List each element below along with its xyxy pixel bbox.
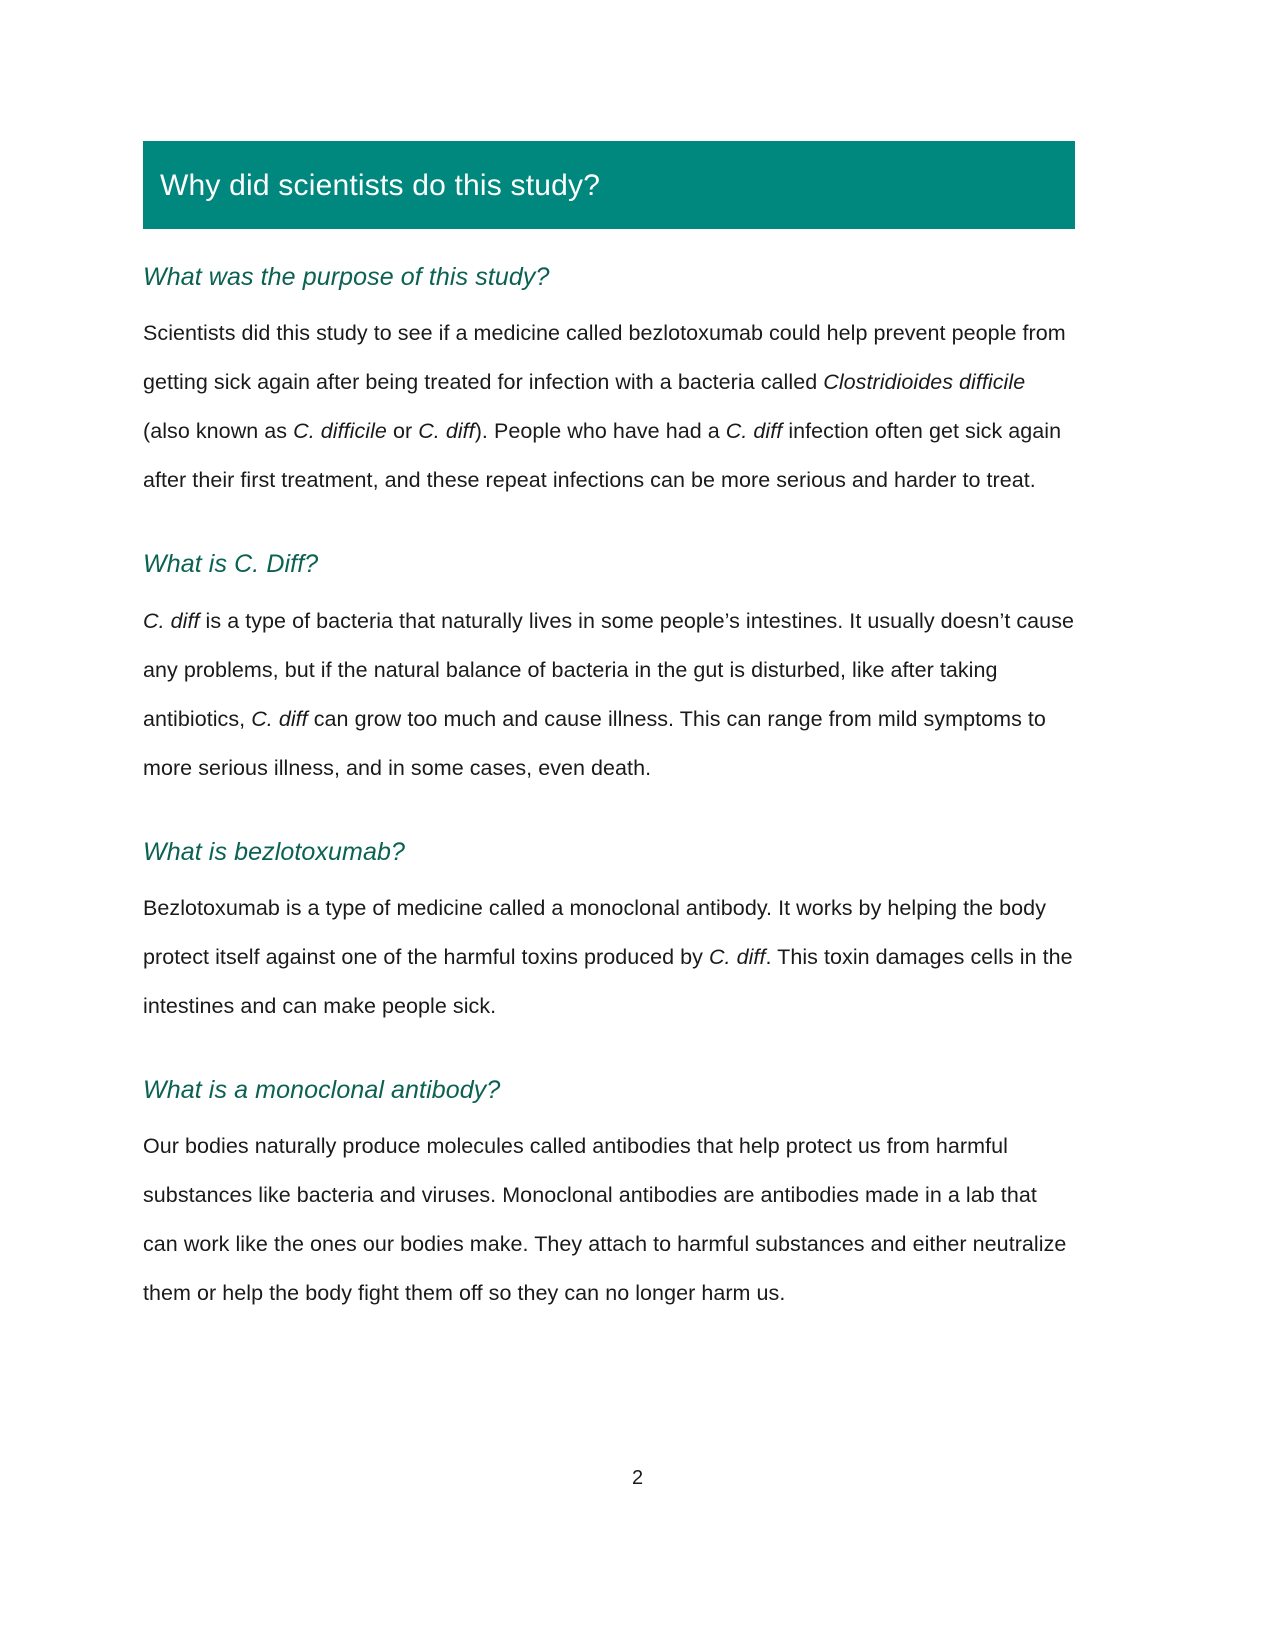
- section-paragraph-monoclonal-antibody: [143, 1122, 1075, 1318]
- section-bezlotoxumab: [143, 837, 1075, 1031]
- section-cdiff: [143, 549, 1075, 792]
- text-run: can grow too much and cause illness. This can range from mild symptoms to more serious illness, and in some cases, even death.: [143, 706, 1046, 780]
- text-run: Bezlotoxumab is a type of medicine called a monoclonal antibody. It works by helping the body protect itself against one of the harmful toxins produced by: [143, 895, 1046, 969]
- text-run: Our bodies naturally produce molecules called antibodies that help protect us from harmful substances like bacteria and viruses. Monoclonal antibodies are antibodies made in a lab that can work like the ones our bodies make. They attach to harmful substances and either neutralize them or help the body fight them off so they can no longer harm us.: [143, 1134, 1067, 1305]
- section-paragraph-bezlotoxumab: [143, 884, 1075, 1031]
- text-run: or: [386, 419, 419, 444]
- text-run: ). People who have had a: [474, 419, 726, 444]
- italic-term: C. diff: [418, 419, 475, 444]
- banner-title: Why did scientists do this study?: [160, 168, 601, 202]
- page-number: 2: [631, 1467, 644, 1489]
- text-run: (also known as: [143, 419, 294, 444]
- section-monoclonal-antibody: [143, 1075, 1075, 1318]
- page-content: [143, 141, 1075, 1318]
- section-banner: [143, 141, 1075, 229]
- text-run: . This toxin damages cells in the intestines and can make people sick.: [143, 944, 1073, 1018]
- italic-term: C. diff: [143, 608, 200, 633]
- italic-term: C. diff: [251, 706, 308, 731]
- text-run: infection often get sick again after their first treatment, and these repeat infections can be more serious and harder to treat.: [143, 419, 1062, 493]
- italic-term: Clostridioides difficile: [823, 370, 1026, 395]
- italic-term: C. diff: [708, 944, 766, 969]
- section-purpose: [143, 262, 1075, 505]
- section-paragraph-cdiff: [143, 597, 1075, 793]
- italic-term: C. difficile: [293, 419, 387, 444]
- text-run: Scientists did this study to see if a medicine called bezlotoxumab could help prevent people from getting sick again after being treated for infection with a bacteria called: [143, 321, 1066, 395]
- section-heading-cdiff: What is C. Diff?: [143, 550, 319, 579]
- section-paragraph-purpose: [143, 309, 1075, 505]
- section-heading-bezlotoxumab: What is bezlotoxumab?: [143, 837, 405, 866]
- section-heading-monoclonal-antibody: What is a monoclonal antibody?: [143, 1075, 501, 1104]
- section-heading-purpose: What was the purpose of this study?: [143, 263, 550, 291]
- italic-term: C. diff: [725, 419, 783, 444]
- text-run: is a type of bacteria that naturally lives in some people’s intestines. It usually doesn’t cause any problems, but if the natural balance of bacteria in the gut is disturbed, like after taking antibiotics,: [143, 608, 1075, 731]
